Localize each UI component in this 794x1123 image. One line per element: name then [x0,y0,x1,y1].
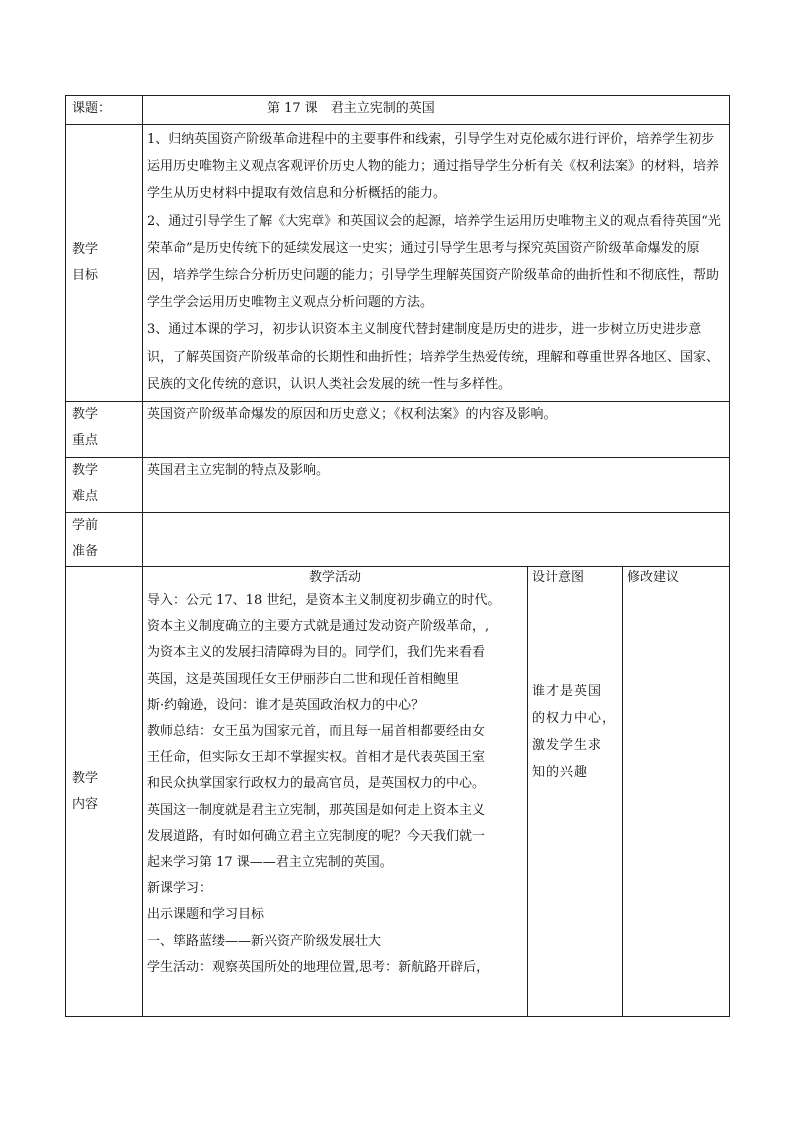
content-label-line2: 内容 [72,796,99,812]
activity-line: 英国这一制度就是君主立宪制，那英国是如何走上资本主义 [147,802,486,818]
activity-line: 和民众执掌国家行政权力的最高官员，是英国权力的中心。 [147,776,486,792]
design-line: 谁才是英国 [532,684,603,700]
design-header: 设计意图 [532,570,585,586]
activity-line: 为资本主义的发展扫清障碍为目的。同学们，我们先来看看 [147,645,486,661]
objective-2: 2、通过引导学生了解《大宪章》和英国议会的起源，培养学生运用历史唯物主义的观点看待英国“光荣革命”是历史传统下的延续发展这一史实；通过引导学生思考与探究英国资产阶级革命爆发的原因，培养学生综合分析历史问题的能力；引导学生理解英国资产阶级革命的曲折性和不彻底性，帮助学生学会运用历史唯物主义观点分析问题的方法。 [147,213,721,311]
activity-line: 新课学习： [147,881,213,897]
title-row [66,96,730,125]
design-body [532,678,618,786]
activity-line: 出示课题和学习目标 [147,907,265,923]
topic-cell [143,96,730,125]
suggest-header: 修改建议 [627,570,680,586]
key-points-content: 英国资产阶级革命爆发的原因和历史意义；《权利法案》的内容及影响。 [143,402,730,458]
activity-line: 发展道路，有时如何确立君主立宪制度的呢？今天我们就一 [147,828,486,844]
key-points-label-line2: 重点 [72,433,99,449]
difficulties-row [66,458,730,513]
content-label [66,567,143,1017]
activity-line: 学生活动：观察英国所处的地理位置,思考：新航路开辟后， [147,959,490,975]
activity-line: 英国，这是英国现任女王伊丽莎白二世和现任首相鲍里 [147,671,460,687]
activity-line: 王任命，但实际女王却不掌握实权。首相才是代表英国王室 [147,750,486,766]
design-line: 知的兴趣 [532,765,589,781]
topic-label: 课题： [66,96,143,125]
preparation-label-line1: 学前 [72,518,99,534]
activity-line: 资本主义制度确立的主要方式就是通过发动资产阶级革命，, [147,619,490,635]
key-points-label [66,402,143,458]
objectives-label-line1: 教学 [72,242,99,258]
design-line: 激发学生求 [532,738,603,754]
preparation-content [143,513,730,567]
content-row [66,567,730,1017]
preparation-row [66,513,730,567]
difficulties-label-line2: 难点 [72,489,99,505]
activity-line: 起来学习第 17 课——君主立宪制的英国。 [147,855,393,871]
preparation-label-line2: 准备 [72,544,99,560]
design-cell [528,567,623,1017]
objective-1: 1、归纳英国资产阶级革命进程中的主要事件和线索，引导学生对克伦威尔进行评价，培养学生初步运用历史唯物主义观点客观评价历史人物的能力；通过指导学生分析有关《权利法案》的材料，培养学生从历史材料中提取有效信息和分析概括的能力。 [147,132,720,202]
activity-line: 斯·约翰逊，设问：谁才是英国政治权力的中心？ [147,697,425,713]
design-line: 的权力中心， [532,711,617,727]
objectives-row [66,125,730,402]
preparation-label [66,513,143,567]
lesson-plan-table [65,95,730,1017]
activity-body [147,588,523,981]
key-points-label-line1: 教学 [72,407,99,423]
activity-cell [143,567,528,1017]
activity-line: 导入：公元 17、18 世纪，是资本主义制度初步确立的时代。 [147,593,501,609]
content-label-line1: 教学 [72,770,99,786]
key-points-row [66,402,730,458]
objectives-label-line2: 目标 [72,268,99,284]
objectives-content [143,125,730,402]
lesson-title: 第 17 课 君主立宪制的英国 [267,101,435,116]
activity-header: 教学活动 [308,570,361,586]
activity-line: 教师总结：女王虽为国家元首，而且每一届首相都要经由女 [147,724,486,740]
suggest-cell [623,567,730,1017]
activity-line: 一、筚路蓝缕——新兴资产阶级发展壮大 [147,933,382,949]
difficulties-label-line1: 教学 [72,463,99,479]
difficulties-label [66,458,143,513]
objectives-label [66,125,143,402]
difficulties-content: 英国君主立宪制的特点及影响。 [143,458,730,513]
objective-3: 3、通过本课的学习，初步认识资本主义制度代替封建制度是历史的进步，进一步树立历史进步意识，了解英国资产阶级革命的长期性和曲折性；培养学生热爱传统，理解和尊重世界各地区、国家、民族的文化传统的意识，认识人类社会发展的统一性与多样性。 [147,322,720,392]
